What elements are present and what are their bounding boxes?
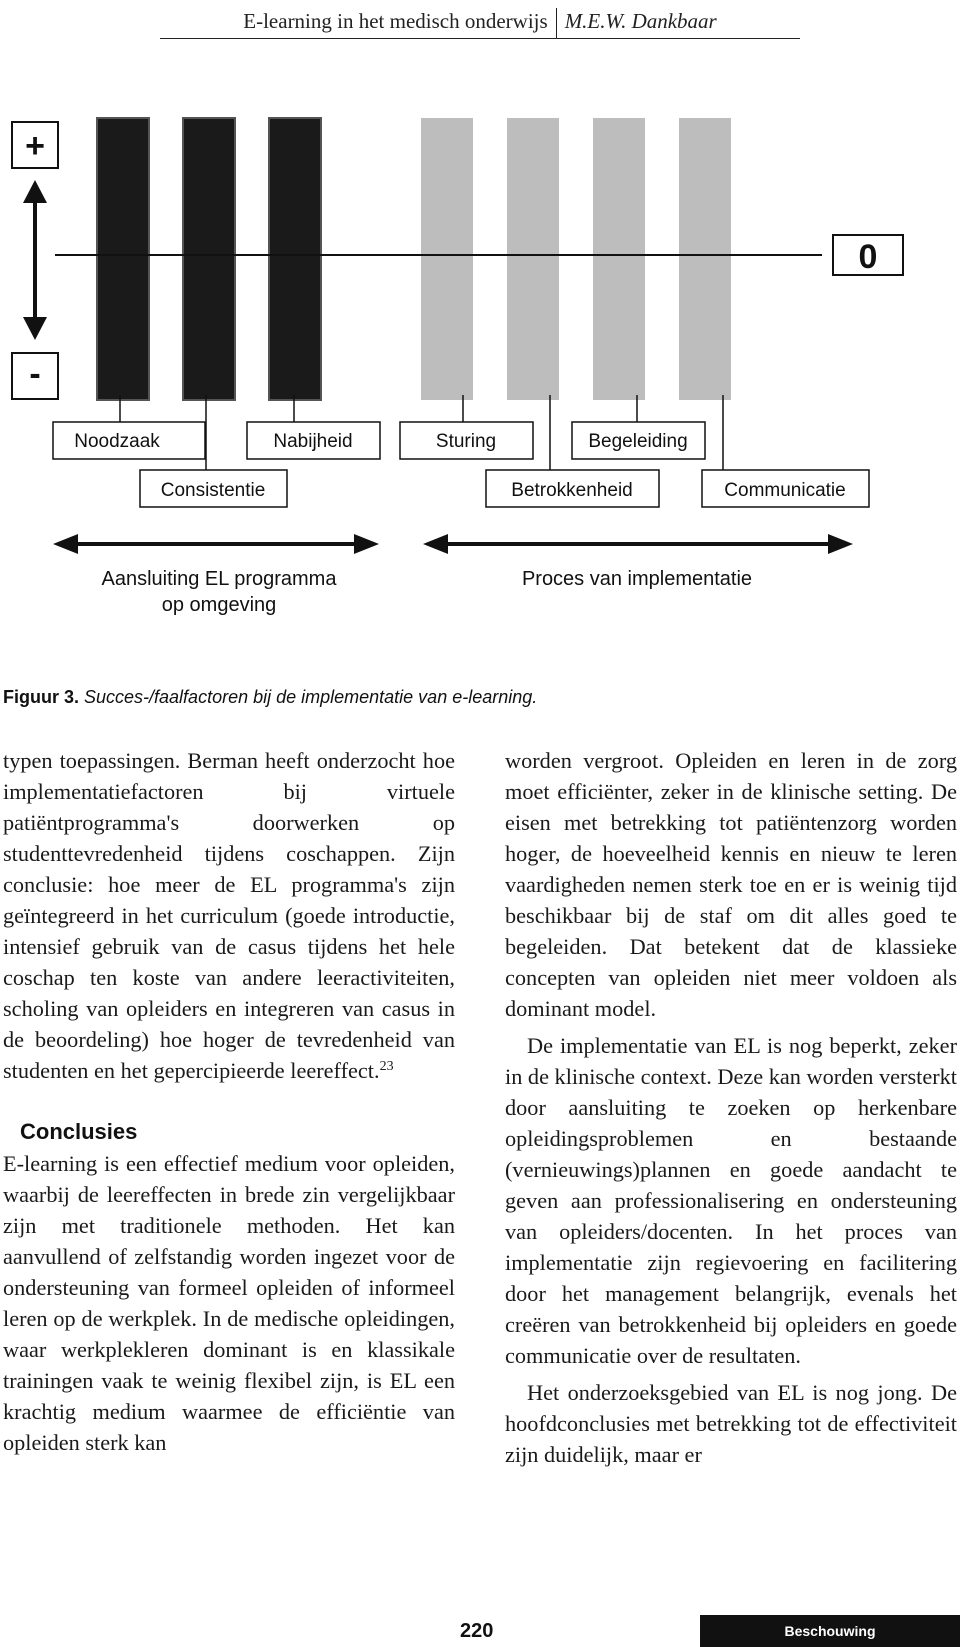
- left-paragraph-1-text: typen toepassingen. Berman heeft onderzocht hoe implementatiefactoren bij virtuele patiëntprogramma's doorwerken op studenttevredenheid tijdens coschappen. Zijn conclusie: hoe meer de EL programma's zijn geïntegreerd in het curriculum (goede introductie, intensief gebruik van de casus tijdens het hele coschap ten koste van andere leeractiviteiten, scholing van opleiders en integreren van casus in de beoordeling) hoe hoger de tevredenheid van studenten en het gepercipieerde leereffect.: [3, 748, 455, 1083]
- reference-superscript: 23: [379, 1059, 394, 1074]
- right-group-arrow: [423, 534, 853, 554]
- label-sturing: Sturing: [435, 431, 497, 452]
- plus-label: +: [25, 127, 45, 165]
- left-group-arrow: [53, 534, 379, 554]
- right-paragraph-2: De implementatie van EL is nog beperkt, zeker in de klinische context. Deze kan worden versterkt door aansluiting te zoeken op herkenbare opleidingsproblemen en bestaande (vernieuwings)plannen en goede aandacht te geven aan professionalisering en ondersteuning van opleiders/docenten. In het proces van implementatie zijn regievoering en facilitering door het management belangrijk, evenals het creëren van betrokkenheid bij opleiders en goede communicatie over de resultaten.: [505, 1033, 957, 1368]
- label-consistentie: Consistentie: [160, 480, 266, 501]
- label-communicatie: Communicatie: [724, 480, 846, 501]
- caption-number: Figuur 3.: [3, 687, 79, 707]
- left-paragraph-2: E-learning is een effectief medium voor opleiden, waarbij de leereffecten in brede zin vergelijkbaar zijn met traditionele methoden. Het kan aanvullend of zelfstandig worden ingezet voor de ondersteuning van formeel opleiden of informeel leren op de werkplek. In de medische opleidingen, waar werkplekleren dominant is en klassikale trainingen vaak te weinig flexibel zijn, is EL een krachtig medium waarmee de efficiëntie van opleiden sterk kan: [3, 1151, 455, 1455]
- group-label-left-line2: op omgeving: [161, 594, 277, 616]
- label-begeleiding: Begeleiding: [588, 431, 688, 452]
- section-heading: Conclusies: [20, 1119, 138, 1144]
- left-column: [3, 745, 455, 1458]
- bar-begeleiding: [593, 118, 645, 400]
- bar-communicatie: [679, 118, 731, 400]
- figure-caption: [3, 687, 537, 708]
- label-nabijheid: Nabijheid: [273, 431, 353, 452]
- vertical-double-arrow: [23, 180, 47, 340]
- success-failure-factors-figure: [0, 100, 960, 660]
- zero-label: 0: [858, 238, 878, 276]
- group-label-right: Proces van implementatie: [521, 568, 753, 590]
- header-rule: [160, 38, 800, 39]
- bar-sturing: [421, 118, 473, 400]
- bar-noodzaak: [97, 118, 149, 400]
- label-noodzaak: Noodzaak: [74, 431, 160, 452]
- running-header: [0, 8, 960, 38]
- label-betrokkenheid: Betrokkenheid: [511, 480, 633, 501]
- minus-label: -: [29, 355, 41, 393]
- caption-text: Succes-/faalfactoren bij de implementatie van e-learning.: [84, 687, 538, 707]
- right-paragraph-1: worden vergroot. Opleiden en leren in de zorg moet efficiënter, zeker in de klinische setting. De eisen met betrekking tot patiëntenzorg worden hoger, de hoeveelheid kennis en nieuw te leren vaardigheden nemen sterk toe en er is weinig tijd beschikbaar bij de staf om dit alles goed te begeleiden. Dat betekent dat de klassieke concepten van opleiden niet meer voldoen als dominant model.: [505, 748, 957, 1021]
- bar-consistentie: [183, 118, 235, 400]
- author-name: M.E.W. Dankbaar: [564, 8, 717, 33]
- group-label-left-line1: Aansluiting EL programma: [101, 568, 337, 590]
- right-column: [505, 745, 957, 1470]
- section-tab: Beschouwing: [700, 1615, 960, 1647]
- right-paragraph-3: Het onderzoeksgebied van EL is nog jong. De hoofdconclusies met betrekking tot de effectiviteit zijn duidelijk, maar er: [505, 1380, 957, 1467]
- journal-title: E-learning in het medisch onderwijs: [243, 8, 548, 33]
- left-paragraph-1: [3, 745, 455, 1086]
- header-separator: [556, 8, 557, 38]
- page-number: 220: [460, 1620, 494, 1642]
- bar-nabijheid: [269, 118, 321, 400]
- bar-betrokkenheid: [507, 118, 559, 400]
